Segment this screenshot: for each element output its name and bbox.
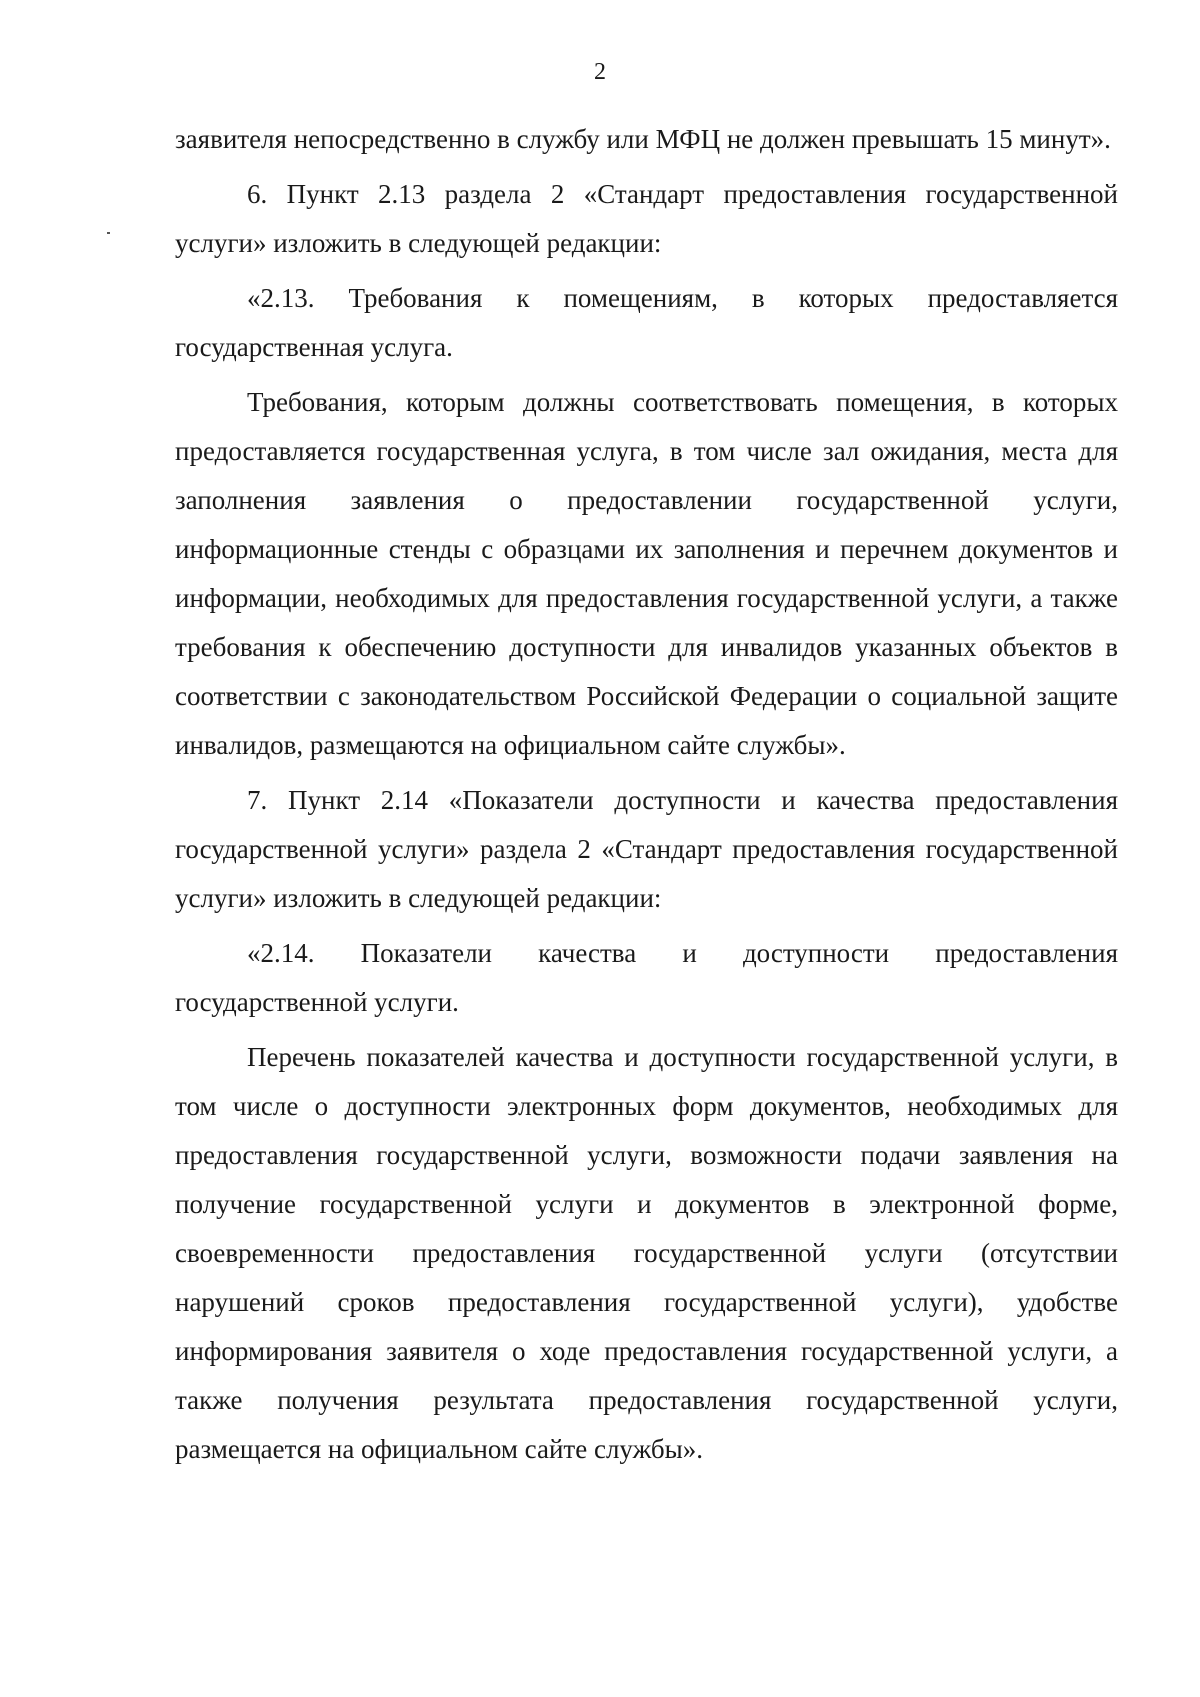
paragraph-item-6: 6. Пункт 2.13 раздела 2 «Стандарт предоставления государственной услуги» изложить в следующей редакции: [175,179,1118,258]
scan-artifact [107,232,110,234]
paragraph-section-2-14-body: Перечень показателей качества и доступности государственной услуги, в том числе о доступности электронных форм документов, необходимых для предоставления государственной услуги, возможности подачи заявления на получение государственной услуги и документов в электронной форме, своевременности предоставления государственной услуги (отсутствии нарушений сроков предоставления государственной услуги), удобстве информирования заявителя о ходе предоставления государственной услуги, а также получения результата предоставления государственной услуги, размещается на официальном сайте службы». [175,1042,1118,1464]
document-body [175,115,1118,1480]
paragraph-item-7: 7. Пункт 2.14 «Показатели доступности и качества предоставления государственной услуги» раздела 2 «Стандарт предоставления государственной услуги» изложить в следующей редакции: [175,785,1118,913]
paragraph-section-2-14-title: «2.14. Показатели качества и доступности предоставления государственной услуги. [175,938,1118,1017]
page-number: 2 [594,59,606,85]
paragraph-section-2-13-title: «2.13. Требования к помещениям, в которых предоставляется государственная услуга. [175,283,1118,362]
paragraph-section-2-13-body: Требования, которым должны соответствовать помещения, в которых предоставляется государственная услуга, в том числе зал ожидания, места для заполнения заявления о предоставлении государственной услуги, информационные стенды с образцами их заполнения и перечнем документов и информации, необходимых для предоставления государственной услуги, а также требования к обеспечению доступности для инвалидов указанных объектов в соответствии с законодательством Российской Федерации о социальной защите инвалидов, размещаются на официальном сайте службы». [175,387,1118,760]
paragraph-continuation: заявителя непосредственно в службу или МФЦ не должен превышать 15 минут». [175,124,1111,154]
